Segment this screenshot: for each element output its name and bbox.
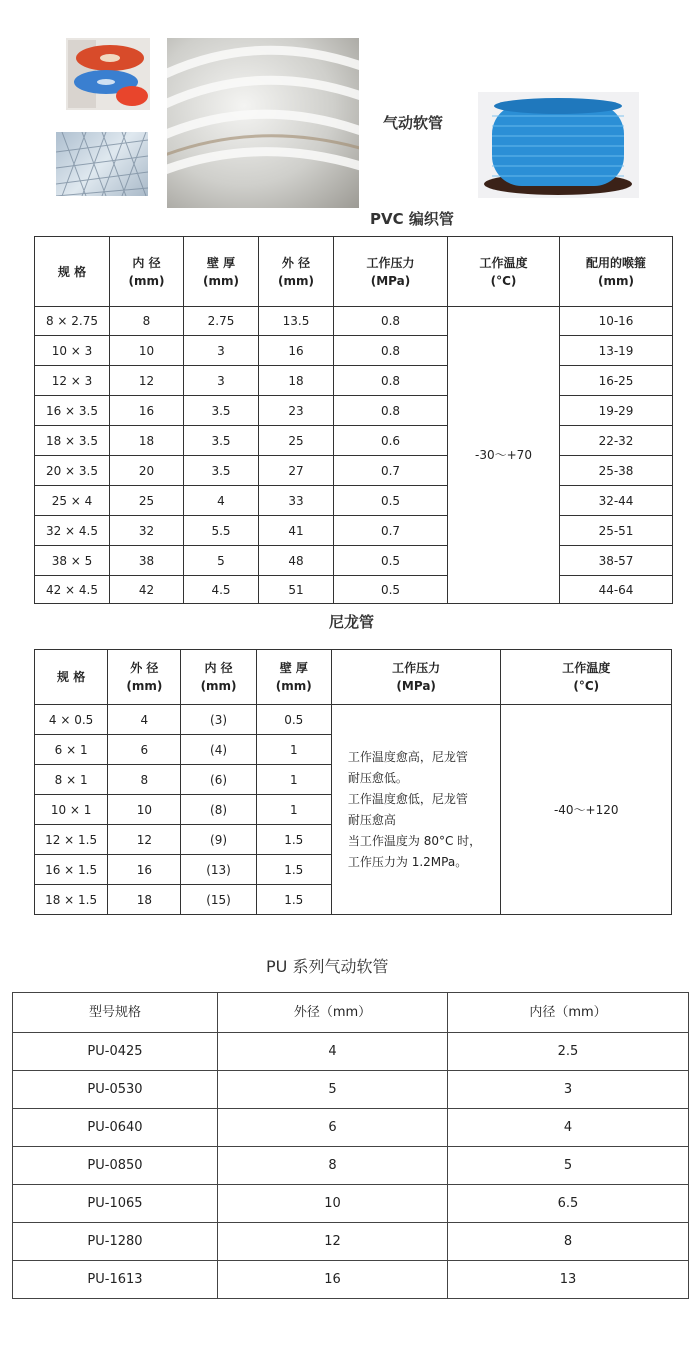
- table-cell: 23: [259, 396, 334, 426]
- table-cell: 0.5: [334, 576, 448, 604]
- table-cell: 42: [110, 576, 184, 604]
- table-cell: 22-32: [560, 426, 673, 456]
- table-cell: 16: [259, 336, 334, 366]
- table-cell: 18: [110, 426, 184, 456]
- table-cell: 16: [218, 1261, 448, 1299]
- table-cell: (3): [181, 705, 256, 735]
- table-row: [35, 576, 673, 604]
- table-cell: 18: [108, 885, 181, 915]
- table-cell: 4: [448, 1109, 689, 1147]
- column-header: 工作压力 (MPa): [331, 650, 501, 705]
- column-header: 内径（mm）: [448, 993, 689, 1033]
- table-cell: 25: [259, 426, 334, 456]
- table-cell: 0.5: [334, 546, 448, 576]
- table-cell: PU-1613: [13, 1261, 218, 1299]
- nylon-heading: 尼龙管: [329, 613, 375, 631]
- nylon-hose-table: [34, 649, 672, 915]
- column-header: 规 格: [35, 650, 108, 705]
- table-cell: 4: [184, 486, 259, 516]
- temperature-cell: -40～+120: [501, 705, 672, 915]
- table-cell: 5: [184, 546, 259, 576]
- table-cell: 13-19: [560, 336, 673, 366]
- table-cell: 1: [256, 765, 331, 795]
- table-cell: 8: [110, 307, 184, 336]
- table-cell: 8: [108, 765, 181, 795]
- table-cell: 0.5: [334, 486, 448, 516]
- table-cell: 44-64: [560, 576, 673, 604]
- table-cell: 19-29: [560, 396, 673, 426]
- column-header: 工作压力 (MPa): [334, 237, 448, 307]
- table-cell: 8: [218, 1147, 448, 1185]
- table-cell: PU-1065: [13, 1185, 218, 1223]
- table-cell: 32 × 4.5: [35, 516, 110, 546]
- table-cell: 10: [110, 336, 184, 366]
- table-cell: PU-0425: [13, 1033, 218, 1071]
- table-cell: 25-51: [560, 516, 673, 546]
- table-cell: 42 × 4.5: [35, 576, 110, 604]
- table-cell: 18 × 1.5: [35, 885, 108, 915]
- table-cell: 16: [110, 396, 184, 426]
- table-row: [13, 1071, 689, 1109]
- table-cell: 18: [259, 366, 334, 396]
- table-cell: 25-38: [560, 456, 673, 486]
- table-cell: 0.8: [334, 307, 448, 336]
- column-header: 壁 厚 (mm): [184, 237, 259, 307]
- table-row: [35, 396, 673, 426]
- table-cell: 3.5: [184, 396, 259, 426]
- table-row: [35, 486, 673, 516]
- table-row: [13, 1109, 689, 1147]
- table-cell: 3: [184, 336, 259, 366]
- column-header: 外 径 (mm): [259, 237, 334, 307]
- table-cell: 10 × 3: [35, 336, 110, 366]
- column-header: 壁 厚 (mm): [256, 650, 331, 705]
- table-cell: 48: [259, 546, 334, 576]
- table-cell: 20: [110, 456, 184, 486]
- table-cell: 13.5: [259, 307, 334, 336]
- table-row: [35, 546, 673, 576]
- table-cell: 32-44: [560, 486, 673, 516]
- table-cell: 1.5: [256, 885, 331, 915]
- column-header: 配用的喉箍 (mm): [560, 237, 673, 307]
- table-row: [35, 336, 673, 366]
- table-row: [13, 1261, 689, 1299]
- table-cell: 33: [259, 486, 334, 516]
- blue-hose-reel-photo: [478, 92, 639, 198]
- table-cell: 12 × 1.5: [35, 825, 108, 855]
- table-row: [13, 1147, 689, 1185]
- table-cell: 10-16: [560, 307, 673, 336]
- table-cell: 12 × 3: [35, 366, 110, 396]
- table-cell: PU-0640: [13, 1109, 218, 1147]
- photo-caption: 气动软管: [383, 114, 444, 132]
- table-cell: 6: [218, 1109, 448, 1147]
- table-cell: (9): [181, 825, 256, 855]
- table-cell: 4: [108, 705, 181, 735]
- column-header: 外 径 (mm): [108, 650, 181, 705]
- table-row: [35, 705, 672, 735]
- table-cell: PU-1280: [13, 1223, 218, 1261]
- table-cell: 3: [184, 366, 259, 396]
- table-cell: 8 × 2.75: [35, 307, 110, 336]
- table-cell: 18 × 3.5: [35, 426, 110, 456]
- table-cell: 25: [110, 486, 184, 516]
- table-cell: 16 × 1.5: [35, 855, 108, 885]
- table-cell: 20 × 3.5: [35, 456, 110, 486]
- table-row: [13, 1185, 689, 1223]
- table-header-row: [35, 650, 672, 705]
- pu-heading: PU 系列气动软管: [266, 957, 389, 976]
- table-row: [35, 516, 673, 546]
- table-cell: 41: [259, 516, 334, 546]
- table-cell: 38 × 5: [35, 546, 110, 576]
- table-cell: 5.5: [184, 516, 259, 546]
- table-cell: 32: [110, 516, 184, 546]
- table-cell: 5: [218, 1071, 448, 1109]
- table-row: [13, 1033, 689, 1071]
- braided-hose-photo: [56, 132, 148, 196]
- table-cell: (15): [181, 885, 256, 915]
- table-cell: 1: [256, 795, 331, 825]
- table-cell: 1.5: [256, 855, 331, 885]
- table-row: [35, 426, 673, 456]
- table-cell: 0.7: [334, 516, 448, 546]
- table-cell: PU-0850: [13, 1147, 218, 1185]
- column-header: 内 径 (mm): [181, 650, 256, 705]
- table-cell: 6: [108, 735, 181, 765]
- table-row: [35, 366, 673, 396]
- table-cell: 3.5: [184, 426, 259, 456]
- table-cell: 16: [108, 855, 181, 885]
- table-cell: 0.8: [334, 396, 448, 426]
- table-row: [35, 456, 673, 486]
- table-cell: 10: [218, 1185, 448, 1223]
- table-cell: 4 × 0.5: [35, 705, 108, 735]
- temperature-cell: -30～+70: [448, 307, 560, 604]
- table-cell: 16 × 3.5: [35, 396, 110, 426]
- white-hose-coil-photo: [167, 38, 359, 208]
- table-row: [13, 1223, 689, 1261]
- table-cell: 12: [110, 366, 184, 396]
- pvc-heading: PVC 编织管: [370, 210, 454, 228]
- table-cell: 0.6: [334, 426, 448, 456]
- table-cell: (4): [181, 735, 256, 765]
- table-cell: 0.7: [334, 456, 448, 486]
- table-cell: 2.5: [448, 1033, 689, 1071]
- table-cell: 6.5: [448, 1185, 689, 1223]
- table-cell: 4.5: [184, 576, 259, 604]
- table-cell: 16-25: [560, 366, 673, 396]
- table-cell: 25 × 4: [35, 486, 110, 516]
- table-cell: 6 × 1: [35, 735, 108, 765]
- table-header-row: [35, 237, 673, 307]
- table-cell: 10: [108, 795, 181, 825]
- table-cell: 10 × 1: [35, 795, 108, 825]
- column-header: 型号规格: [13, 993, 218, 1033]
- pu-hose-table: [12, 992, 689, 1299]
- table-cell: 5: [448, 1147, 689, 1185]
- column-header: 规 格: [35, 237, 110, 307]
- table-cell: 51: [259, 576, 334, 604]
- hose-reel-photo: [66, 38, 150, 110]
- column-header: 工作温度 (°C): [501, 650, 672, 705]
- column-header: 工作温度 (°C): [448, 237, 560, 307]
- table-cell: (6): [181, 765, 256, 795]
- table-header-row: [13, 993, 689, 1033]
- table-cell: 13: [448, 1261, 689, 1299]
- table-cell: 0.5: [256, 705, 331, 735]
- table-cell: 12: [218, 1223, 448, 1261]
- table-cell: 8 × 1: [35, 765, 108, 795]
- table-cell: 4: [218, 1033, 448, 1071]
- table-cell: 27: [259, 456, 334, 486]
- table-cell: 0.8: [334, 336, 448, 366]
- table-cell: PU-0530: [13, 1071, 218, 1109]
- table-cell: 12: [108, 825, 181, 855]
- table-cell: 8: [448, 1223, 689, 1261]
- table-cell: 38-57: [560, 546, 673, 576]
- table-cell: (8): [181, 795, 256, 825]
- table-cell: 3.5: [184, 456, 259, 486]
- table-cell: 1: [256, 735, 331, 765]
- table-cell: 1.5: [256, 825, 331, 855]
- column-header: 内 径 (mm): [110, 237, 184, 307]
- table-cell: (13): [181, 855, 256, 885]
- table-cell: 2.75: [184, 307, 259, 336]
- pvc-braided-hose-table: [34, 236, 673, 604]
- table-cell: 0.8: [334, 366, 448, 396]
- table-cell: 3: [448, 1071, 689, 1109]
- pressure-note-cell: 工作温度愈高，尼龙管 耐压愈低。 工作温度愈低，尼龙管 耐压愈高 当工作温度为 80°C 时， 工作压力为 1.2MPa。: [331, 705, 501, 915]
- table-cell: 38: [110, 546, 184, 576]
- column-header: 外径（mm）: [218, 993, 448, 1033]
- table-row: [35, 307, 673, 336]
